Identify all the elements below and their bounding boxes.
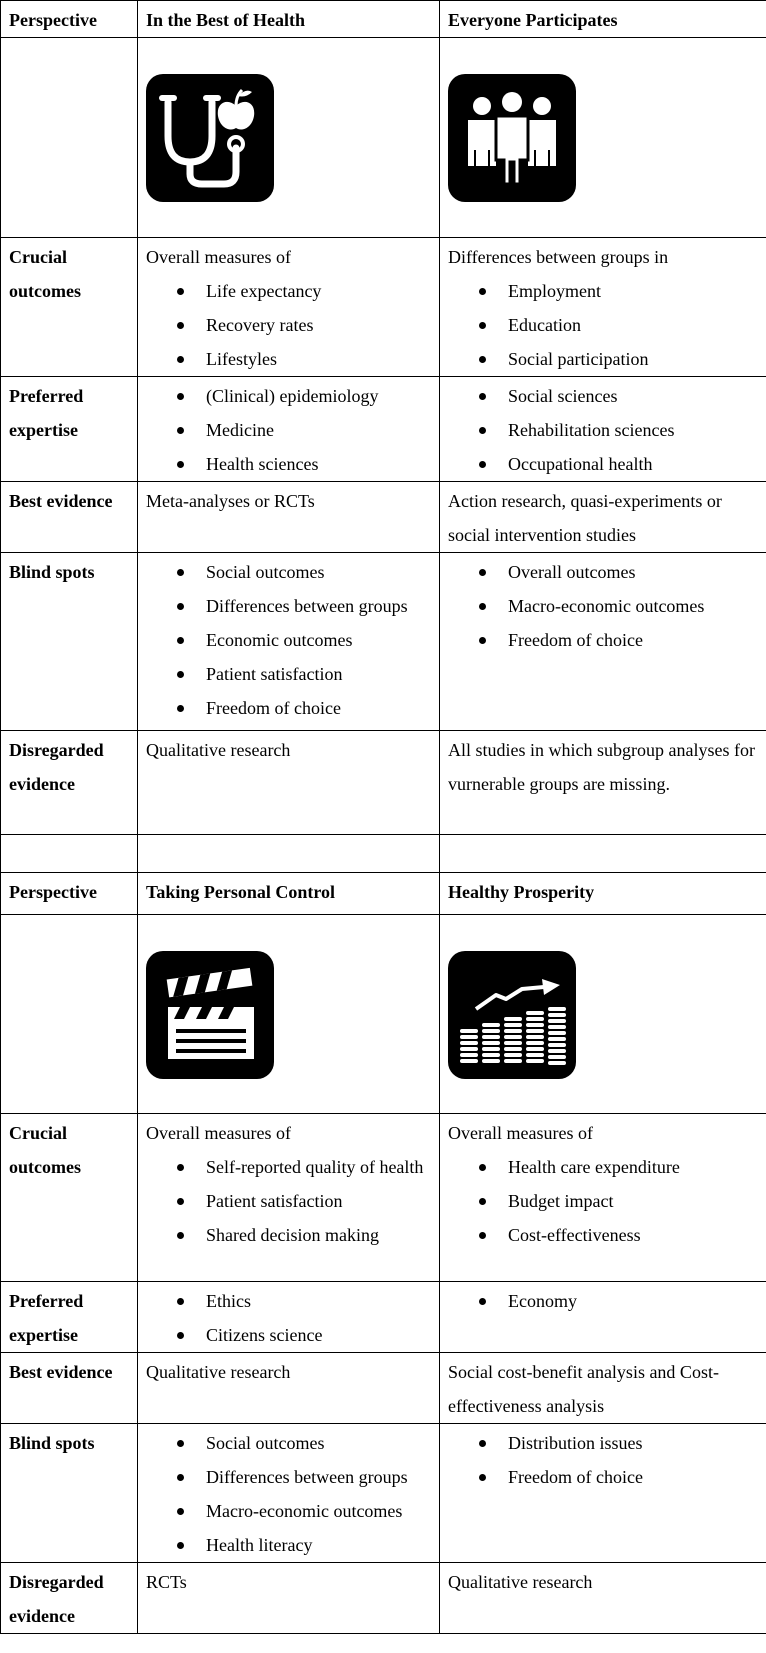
- list-item: Economic outcomes: [146, 623, 431, 657]
- list-item: Distribution issues: [448, 1426, 758, 1460]
- list-item: Life expectancy: [146, 274, 431, 308]
- expertise-cell: [138, 377, 440, 482]
- crucial-outcomes-cell: [440, 1114, 766, 1282]
- preferred-expertise-row: [1, 1282, 766, 1353]
- row-label-blind-spots: Blind spots: [1, 1424, 138, 1563]
- best-evidence-cell: Social cost-benefit analysis and Cost-effectiveness analysis: [440, 1353, 766, 1424]
- list-item: (Clinical) epidemiology: [146, 379, 431, 413]
- list-item: Recovery rates: [146, 308, 431, 342]
- bullet-list: [146, 1426, 431, 1562]
- icon-cell: [138, 915, 440, 1114]
- list-item: Overall outcomes: [448, 555, 758, 589]
- expertise-cell: [440, 377, 766, 482]
- list-item: Budget impact: [448, 1184, 758, 1218]
- crucial-outcomes-cell: [138, 1114, 440, 1282]
- list-item: Citizens science: [146, 1318, 431, 1352]
- crucial-intro: Overall measures of: [146, 1123, 291, 1143]
- icon-row: [1, 38, 766, 238]
- group-of-people-icon: [448, 74, 576, 202]
- blind-spots-cell: [138, 553, 440, 731]
- list-item: Health sciences: [146, 447, 431, 481]
- disregarded-evidence-row: [1, 731, 766, 835]
- bullet-list: [146, 1284, 431, 1352]
- bullet-list: [448, 379, 758, 481]
- bullet-list: [448, 1284, 758, 1318]
- clapperboard-icon: [146, 951, 274, 1079]
- best-evidence-cell: Meta-analyses or RCTs: [138, 482, 440, 553]
- empty-cell: [1, 38, 138, 238]
- best-evidence-row: [1, 1353, 766, 1424]
- bullet-list: [448, 555, 758, 657]
- stethoscope-apple-icon: [146, 74, 274, 202]
- blind-spots-cell: [440, 1424, 766, 1563]
- empty-cell: [138, 835, 440, 873]
- crucial-intro: Overall measures of: [146, 247, 291, 267]
- crucial-outcomes-row: [1, 1114, 766, 1282]
- empty-cell: [1, 835, 138, 873]
- list-item: Education: [448, 308, 758, 342]
- disregarded-evidence-cell: Qualitative research: [138, 731, 440, 835]
- empty-cell: [1, 915, 138, 1114]
- list-item: Cost-effectiveness: [448, 1218, 758, 1252]
- crucial-intro: Overall measures of: [448, 1123, 593, 1143]
- row-label-best-evidence: Best evidence: [1, 1353, 138, 1424]
- list-item: Economy: [448, 1284, 758, 1318]
- best-evidence-cell: Action research, quasi-experiments or social intervention studies: [440, 482, 766, 553]
- perspective-label: Perspective: [1, 873, 138, 915]
- crucial-outcomes-cell: [440, 238, 766, 377]
- list-item: Social sciences: [448, 379, 758, 413]
- perspective-title: Taking Personal Control: [138, 873, 440, 915]
- icon-cell: [440, 915, 766, 1114]
- list-item: Ethics: [146, 1284, 431, 1318]
- list-item: Social outcomes: [146, 1426, 431, 1460]
- disregarded-evidence-cell: RCTs: [138, 1563, 440, 1634]
- perspective-title: In the Best of Health: [138, 1, 440, 38]
- list-item: Health care expenditure: [448, 1150, 758, 1184]
- bullet-list: [146, 379, 431, 481]
- best-evidence-row: [1, 482, 766, 553]
- bullet-list: [146, 555, 431, 725]
- perspective-title: Everyone Participates: [440, 1, 766, 38]
- blind-spots-row: [1, 553, 766, 731]
- crucial-outcomes-row: [1, 238, 766, 377]
- bullet-list: [146, 274, 431, 376]
- list-item: Lifestyles: [146, 342, 431, 376]
- disregarded-evidence-cell: All studies in which subgroup analyses for vurnerable groups are missing.: [440, 731, 766, 835]
- row-label-disregarded-evidence: Disregarded evidence: [1, 1563, 138, 1634]
- list-item: Patient satisfaction: [146, 1184, 431, 1218]
- list-item: Occupational health: [448, 447, 758, 481]
- preferred-expertise-row: [1, 377, 766, 482]
- bullet-list: [448, 274, 758, 376]
- list-item: Macro-economic outcomes: [448, 589, 758, 623]
- crucial-intro: Differences between groups in: [448, 247, 669, 267]
- spacer-row: [1, 835, 766, 873]
- row-label-blind-spots: Blind spots: [1, 553, 138, 731]
- bullet-list: [448, 1150, 758, 1252]
- list-item: Self-reported quality of health: [146, 1150, 431, 1184]
- list-item: Patient satisfaction: [146, 657, 431, 691]
- list-item: Employment: [448, 274, 758, 308]
- list-item: Shared decision making: [146, 1218, 431, 1252]
- expertise-cell: [138, 1282, 440, 1353]
- bullet-list: [448, 1426, 758, 1494]
- list-item: Macro-economic outcomes: [146, 1494, 431, 1528]
- expertise-cell: [440, 1282, 766, 1353]
- list-item: Differences between groups: [146, 1460, 431, 1494]
- row-label-disregarded-evidence: Disregarded evidence: [1, 731, 138, 835]
- list-item: Freedom of choice: [448, 1460, 758, 1494]
- header-row: [1, 1, 766, 38]
- list-item: Medicine: [146, 413, 431, 447]
- coins-growth-chart-icon: [448, 951, 576, 1079]
- row-label-crucial-outcomes: Crucial outcomes: [1, 1114, 138, 1282]
- empty-cell: [440, 835, 766, 873]
- icon-cell: [138, 38, 440, 238]
- crucial-outcomes-cell: [138, 238, 440, 377]
- list-item: Rehabilitation sciences: [448, 413, 758, 447]
- list-item: Differences between groups: [146, 589, 431, 623]
- blind-spots-row: [1, 1424, 766, 1563]
- best-evidence-cell: Qualitative research: [138, 1353, 440, 1424]
- row-label-preferred-expertise: Preferred expertise: [1, 1282, 138, 1353]
- list-item: Freedom of choice: [146, 691, 431, 725]
- row-label-preferred-expertise: Preferred expertise: [1, 377, 138, 482]
- perspective-label: Perspective: [1, 1, 138, 38]
- disregarded-evidence-row: [1, 1563, 766, 1634]
- perspective-title: Healthy Prosperity: [440, 873, 766, 915]
- blind-spots-cell: [440, 553, 766, 731]
- icon-cell: [440, 38, 766, 238]
- list-item: Social outcomes: [146, 555, 431, 589]
- blind-spots-cell: [138, 1424, 440, 1563]
- disregarded-evidence-cell: Qualitative research: [440, 1563, 766, 1634]
- list-item: Freedom of choice: [448, 623, 758, 657]
- row-label-crucial-outcomes: Crucial outcomes: [1, 238, 138, 377]
- list-item: Health literacy: [146, 1528, 431, 1562]
- bullet-list: [146, 1150, 431, 1252]
- list-item: Social participation: [448, 342, 758, 376]
- icon-row: [1, 915, 766, 1114]
- row-label-best-evidence: Best evidence: [1, 482, 138, 553]
- header-row: [1, 873, 766, 915]
